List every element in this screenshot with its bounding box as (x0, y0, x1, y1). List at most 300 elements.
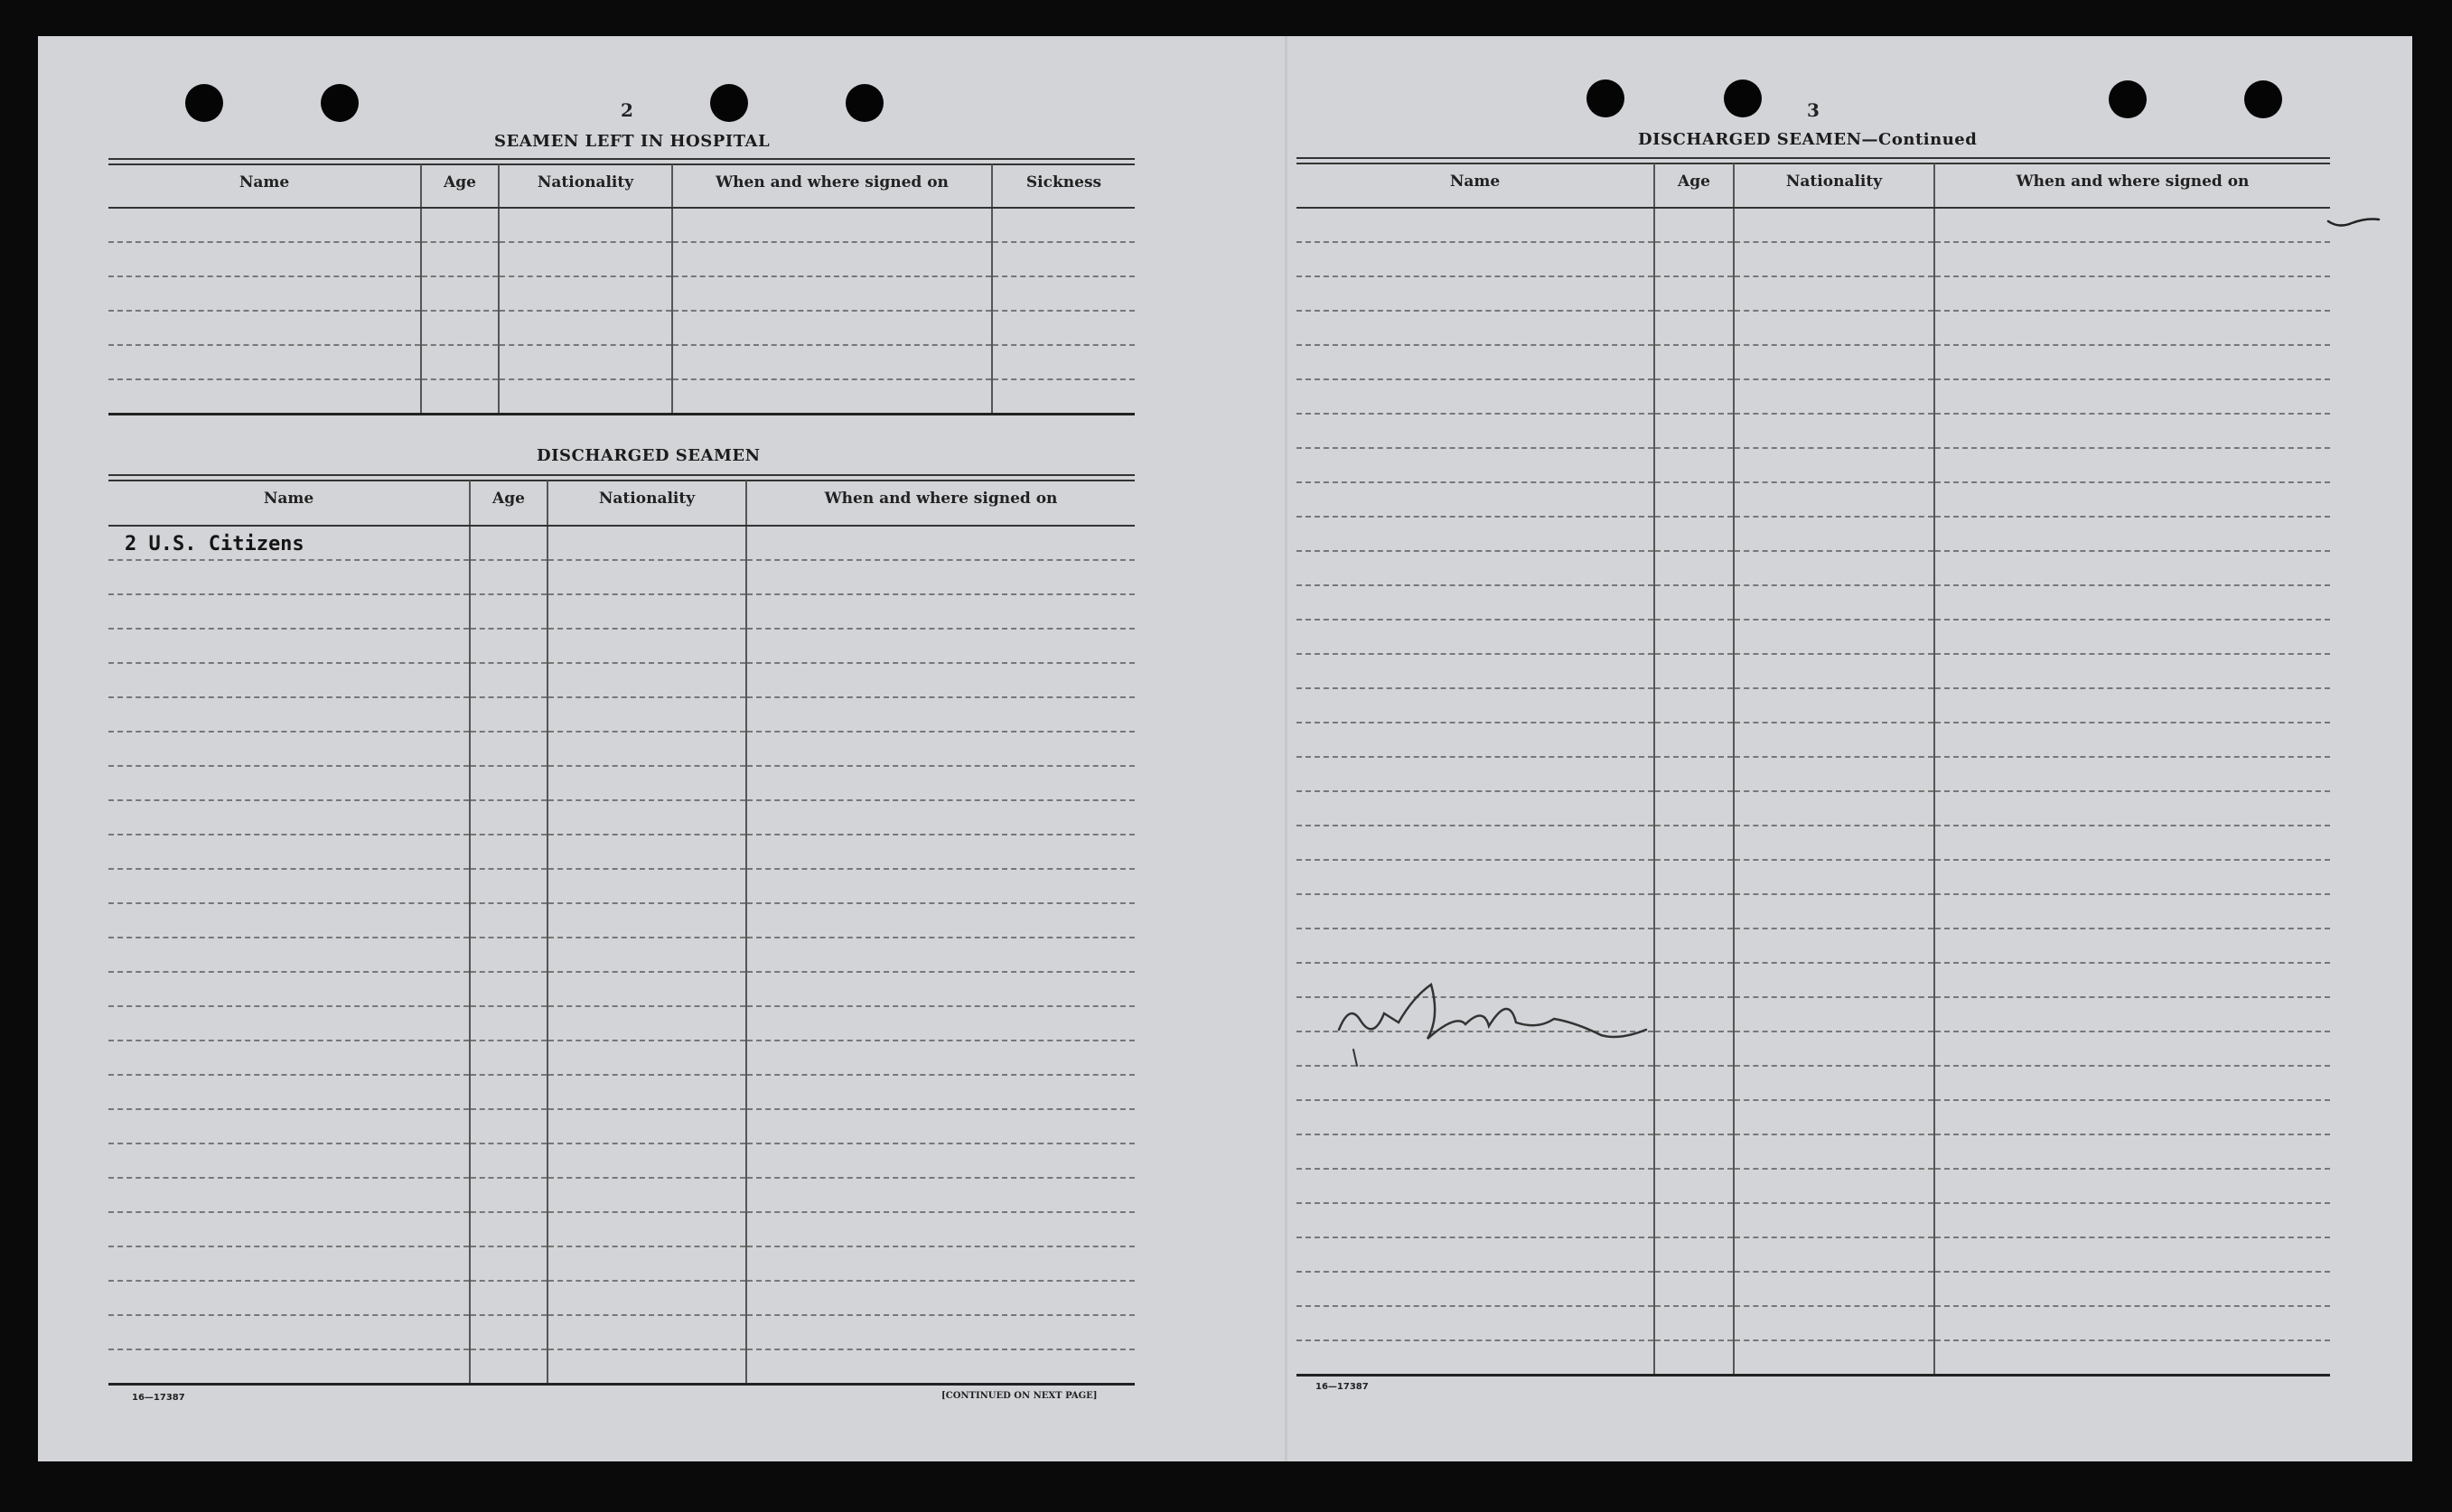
table-cell (1654, 276, 1734, 311)
punch-hole (710, 84, 748, 122)
table-cell (992, 276, 1135, 311)
table-cell (1296, 1272, 1654, 1306)
table-cell (470, 1212, 547, 1246)
table-cell (746, 560, 1135, 594)
table-cell (1934, 414, 2330, 448)
table-cell (1734, 894, 1934, 929)
table-cell (1296, 345, 1654, 379)
table-cell (1654, 1340, 1734, 1375)
table-cell (1934, 723, 2330, 757)
table-row (108, 276, 1135, 311)
table-cell (746, 526, 1135, 560)
table-row (1296, 894, 2330, 929)
table-cell (1734, 1203, 1934, 1237)
left-form-number: 16—17387 (132, 1393, 185, 1403)
table-cell (1934, 1134, 2330, 1169)
table-row (1296, 1237, 2330, 1272)
table-cell (547, 800, 746, 835)
table-cell (547, 1178, 746, 1212)
table-cell (1734, 311, 1934, 345)
table-cell (499, 276, 672, 311)
discharged-continued-title: DISCHARGED SEAMEN—Continued (1638, 130, 1978, 149)
table-cell (547, 938, 746, 972)
table-row (108, 1212, 1135, 1246)
table-row (108, 208, 1135, 242)
table-cell (470, 1109, 547, 1143)
table-row (108, 903, 1135, 938)
table-cell (547, 972, 746, 1006)
punch-hole (185, 84, 223, 122)
table-cell (746, 1109, 1135, 1143)
continued-header-name: Name (1296, 163, 1654, 208)
table-cell (1654, 1134, 1734, 1169)
table-cell (1734, 1340, 1934, 1375)
table-cell (470, 1041, 547, 1075)
table-cell (1654, 379, 1734, 414)
table-cell (470, 629, 547, 663)
table-cell (547, 869, 746, 903)
table-cell (108, 594, 470, 629)
punch-hole (1724, 79, 1762, 117)
table-cell (470, 938, 547, 972)
table-cell (1934, 242, 2330, 276)
discharged-section-title: DISCHARGED SEAMEN (537, 446, 761, 465)
punch-hole (2109, 80, 2147, 118)
table-row (108, 345, 1135, 379)
table-cell (1934, 929, 2330, 963)
table-cell (470, 594, 547, 629)
table-row (108, 242, 1135, 276)
table-cell (672, 379, 992, 414)
table-cell (746, 1006, 1135, 1041)
table-cell (1734, 448, 1934, 482)
table-row (108, 594, 1135, 629)
table-cell (1934, 1203, 2330, 1237)
table-cell (1654, 654, 1734, 688)
table-row (108, 311, 1135, 345)
table-row (108, 1041, 1135, 1075)
discharged-continued-table (1296, 163, 2330, 1377)
table-cell (1934, 963, 2330, 997)
table-cell (1934, 276, 2330, 311)
table-cell (547, 526, 746, 560)
table-cell (547, 732, 746, 766)
table-cell (1654, 208, 1734, 242)
table-cell (746, 869, 1135, 903)
table-cell (547, 1281, 746, 1315)
table-cell (108, 1006, 470, 1041)
table-cell (1654, 826, 1734, 860)
table-row (1296, 345, 2330, 379)
table-cell (1654, 345, 1734, 379)
table-cell (1734, 482, 1934, 517)
table-cell (1734, 688, 1934, 723)
table-cell (1734, 1100, 1934, 1134)
table-row (108, 972, 1135, 1006)
table-cell (1734, 1169, 1934, 1203)
table-cell (108, 560, 470, 594)
table-cell (1654, 1203, 1734, 1237)
table-cell (746, 629, 1135, 663)
table-cell (1934, 654, 2330, 688)
table-cell (672, 242, 992, 276)
continued-header-when-and-where-signed-on: When and where signed on (1934, 163, 2330, 208)
table-cell (1934, 379, 2330, 414)
table-cell (1934, 311, 2330, 345)
table-cell (1734, 1031, 1934, 1066)
table-cell (1934, 517, 2330, 551)
discharged-header-when-and-where-signed-on: When and where signed on (746, 481, 1135, 526)
table-row (1296, 1272, 2330, 1306)
table-cell (547, 835, 746, 869)
table-cell (108, 663, 470, 697)
table-cell (108, 379, 421, 414)
table-cell (108, 1212, 470, 1246)
table-cell (499, 208, 672, 242)
table-cell (470, 766, 547, 800)
table-row (108, 1143, 1135, 1178)
table-cell (108, 800, 470, 835)
table-cell (1296, 620, 1654, 654)
table-cell (1296, 242, 1654, 276)
table-cell (1934, 860, 2330, 894)
table-cell (108, 242, 421, 276)
table-cell (108, 1041, 470, 1075)
table-cell (547, 1041, 746, 1075)
table-cell (672, 345, 992, 379)
table-cell (746, 766, 1135, 800)
table-cell (547, 1246, 746, 1281)
table-cell (992, 311, 1135, 345)
table-cell (672, 311, 992, 345)
table-cell (1296, 448, 1654, 482)
table-row (1296, 379, 2330, 414)
table-cell (1654, 791, 1734, 826)
manifest-sheet (38, 36, 2412, 1461)
table-cell (1654, 757, 1734, 791)
table-cell (547, 1315, 746, 1349)
table-cell (421, 379, 499, 414)
table-cell (470, 835, 547, 869)
discharged-header-nationality: Nationality (547, 481, 746, 526)
table-cell (1734, 208, 1934, 242)
table-row (1296, 757, 2330, 791)
table-row (108, 1006, 1135, 1041)
table-cell (746, 1212, 1135, 1246)
table-cell (547, 560, 746, 594)
table-row (108, 800, 1135, 835)
left-page-number: 2 (621, 99, 633, 121)
table-cell (1654, 688, 1734, 723)
table-cell (1654, 894, 1734, 929)
table-cell (108, 938, 470, 972)
table-row (108, 835, 1135, 869)
table-cell (992, 208, 1135, 242)
table-cell (108, 1143, 470, 1178)
table-cell (108, 208, 421, 242)
table-cell (108, 1178, 470, 1212)
punch-hole (1586, 79, 1624, 117)
table-cell (547, 1349, 746, 1384)
table-cell (1934, 1306, 2330, 1340)
table-cell (746, 1178, 1135, 1212)
table-cell (108, 732, 470, 766)
table-row (1296, 688, 2330, 723)
table-cell (1296, 517, 1654, 551)
table-cell (547, 1143, 746, 1178)
table-row (108, 560, 1135, 594)
table-cell (499, 311, 672, 345)
table-cell (992, 379, 1135, 414)
table-cell (1654, 517, 1734, 551)
hospital-header-age: Age (421, 164, 499, 208)
table-cell (108, 276, 421, 311)
table-cell (746, 800, 1135, 835)
table-cell (1734, 379, 1934, 414)
table-row (108, 1109, 1135, 1143)
table-cell (547, 1109, 746, 1143)
margin-pen-mark (2326, 212, 2381, 234)
table-cell (1654, 1237, 1734, 1272)
table-cell (746, 1281, 1135, 1315)
table-cell (470, 972, 547, 1006)
table-cell (1296, 826, 1654, 860)
table-cell (108, 1315, 470, 1349)
table-cell (470, 1315, 547, 1349)
table-row (1296, 517, 2330, 551)
punch-hole (2244, 80, 2282, 118)
table-row (108, 938, 1135, 972)
table-cell (1734, 997, 1934, 1031)
table-cell (1734, 345, 1934, 379)
hospital-header-when-and-where-signed-on: When and where signed on (672, 164, 992, 208)
right-page-number: 3 (1807, 99, 1820, 121)
table-row (108, 1281, 1135, 1315)
table-cell (1654, 414, 1734, 448)
table-cell (746, 594, 1135, 629)
table-cell (470, 800, 547, 835)
table-cell (1654, 448, 1734, 482)
table-row (108, 766, 1135, 800)
table-cell (1734, 654, 1934, 688)
table-cell (470, 1281, 547, 1315)
table-cell (108, 869, 470, 903)
table-cell (1296, 482, 1654, 517)
table-cell (672, 276, 992, 311)
table-row (108, 697, 1135, 732)
table-cell (1934, 1272, 2330, 1306)
right-form-number: 16—17387 (1315, 1382, 1369, 1392)
table-cell (1734, 276, 1934, 311)
table-cell (1296, 929, 1654, 963)
table-row (108, 1178, 1135, 1212)
table-cell (108, 629, 470, 663)
table-row (1296, 1306, 2330, 1340)
table-cell (1296, 894, 1654, 929)
table-cell (746, 697, 1135, 732)
table-row (1296, 208, 2330, 242)
table-row (1296, 1340, 2330, 1375)
table-row (108, 629, 1135, 663)
table-cell (547, 629, 746, 663)
table-cell (746, 972, 1135, 1006)
discharged-table (108, 481, 1135, 1386)
table-cell (1296, 276, 1654, 311)
table-cell (1296, 311, 1654, 345)
table-row (108, 1075, 1135, 1109)
table-cell (1734, 620, 1934, 654)
table-row (1296, 414, 2330, 448)
table-cell (108, 972, 470, 1006)
table-row (108, 732, 1135, 766)
table-row (108, 526, 1135, 560)
table-cell (108, 1075, 470, 1109)
table-cell (1654, 723, 1734, 757)
table-row (108, 1315, 1135, 1349)
page-fold (1285, 36, 1287, 1461)
table-cell (1654, 311, 1734, 345)
table-cell (746, 1246, 1135, 1281)
table-cell (1734, 826, 1934, 860)
table-cell (1734, 860, 1934, 894)
table-cell (746, 1041, 1135, 1075)
table-cell (1654, 1272, 1734, 1306)
table-cell (1654, 551, 1734, 585)
hospital-header-sickness: Sickness (992, 164, 1135, 208)
table-row (1296, 929, 2330, 963)
table-cell (108, 766, 470, 800)
table-cell (1934, 826, 2330, 860)
table-row (1296, 826, 2330, 860)
table-cell (1934, 208, 2330, 242)
table-row (1296, 791, 2330, 826)
table-cell (499, 345, 672, 379)
table-cell (746, 903, 1135, 938)
table-row (1296, 1169, 2330, 1203)
table-row (1296, 1100, 2330, 1134)
hospital-table (108, 164, 1135, 415)
table-row (108, 1349, 1135, 1384)
table-cell (672, 208, 992, 242)
continued-header-nationality: Nationality (1734, 163, 1934, 208)
table-cell (1934, 1237, 2330, 1272)
table-cell (470, 1178, 547, 1212)
table-cell (470, 732, 547, 766)
table-cell (1734, 1237, 1934, 1272)
table-cell (547, 1075, 746, 1109)
table-cell (547, 663, 746, 697)
table-cell (108, 903, 470, 938)
table-row (108, 663, 1135, 697)
table-cell (1734, 757, 1934, 791)
table-cell (1734, 1066, 1934, 1100)
table-cell (1734, 585, 1934, 620)
table-row (1296, 448, 2330, 482)
table-cell (746, 938, 1135, 972)
table-cell (1934, 1066, 2330, 1100)
table-cell (470, 1075, 547, 1109)
table-cell (1654, 242, 1734, 276)
table-cell (1934, 551, 2330, 585)
table-cell (421, 345, 499, 379)
table-cell (547, 1006, 746, 1041)
table-cell (421, 208, 499, 242)
table-cell (470, 663, 547, 697)
table-cell (1934, 620, 2330, 654)
table-row (1296, 242, 2330, 276)
table-cell (547, 903, 746, 938)
table-cell (1296, 1169, 1654, 1203)
table-cell (1654, 929, 1734, 963)
continued-header-age: Age (1654, 163, 1734, 208)
table-cell (108, 311, 421, 345)
table-cell (1934, 345, 2330, 379)
table-cell (1734, 929, 1934, 963)
table-row (108, 379, 1135, 414)
table-row (1296, 311, 2330, 345)
table-cell (1296, 585, 1654, 620)
table-row (1296, 1203, 2330, 1237)
table-cell (1734, 1134, 1934, 1169)
table-cell (1296, 723, 1654, 757)
table-cell (1296, 551, 1654, 585)
table-row (108, 869, 1135, 903)
table-cell (108, 697, 470, 732)
table-cell (470, 697, 547, 732)
table-cell (1934, 894, 2330, 929)
table-cell (1934, 688, 2330, 723)
table-cell (421, 311, 499, 345)
table-cell (470, 1143, 547, 1178)
table-row (1296, 860, 2330, 894)
table-cell (470, 869, 547, 903)
table-cell (1734, 1306, 1934, 1340)
table-cell (746, 732, 1135, 766)
table-cell (547, 766, 746, 800)
table-cell (1934, 791, 2330, 826)
table-cell (1296, 1306, 1654, 1340)
table-cell (1734, 551, 1934, 585)
table-cell (746, 1349, 1135, 1384)
table-cell (421, 276, 499, 311)
table-cell (1654, 1169, 1734, 1203)
table-row (1296, 482, 2330, 517)
hospital-header-name: Name (108, 164, 421, 208)
table-cell (1296, 860, 1654, 894)
table-cell (1734, 414, 1934, 448)
table-cell (1734, 1272, 1934, 1306)
table-cell (1296, 1203, 1654, 1237)
continued-note: [CONTINUED ON NEXT PAGE] (941, 1391, 1098, 1401)
table-row (1296, 276, 2330, 311)
discharged-header-age: Age (470, 481, 547, 526)
table-cell (1734, 963, 1934, 997)
table-cell (470, 903, 547, 938)
table-row (1296, 723, 2330, 757)
table-cell (421, 242, 499, 276)
table-cell (1934, 1169, 2330, 1203)
table-row (1296, 1134, 2330, 1169)
table-cell (746, 835, 1135, 869)
table-cell (1296, 1100, 1654, 1134)
punch-hole (321, 84, 359, 122)
hospital-header-nationality: Nationality (499, 164, 672, 208)
table-cell (108, 345, 421, 379)
table-cell (1934, 1031, 2330, 1066)
table-cell (1296, 1134, 1654, 1169)
table-cell (547, 1212, 746, 1246)
table-cell (547, 594, 746, 629)
